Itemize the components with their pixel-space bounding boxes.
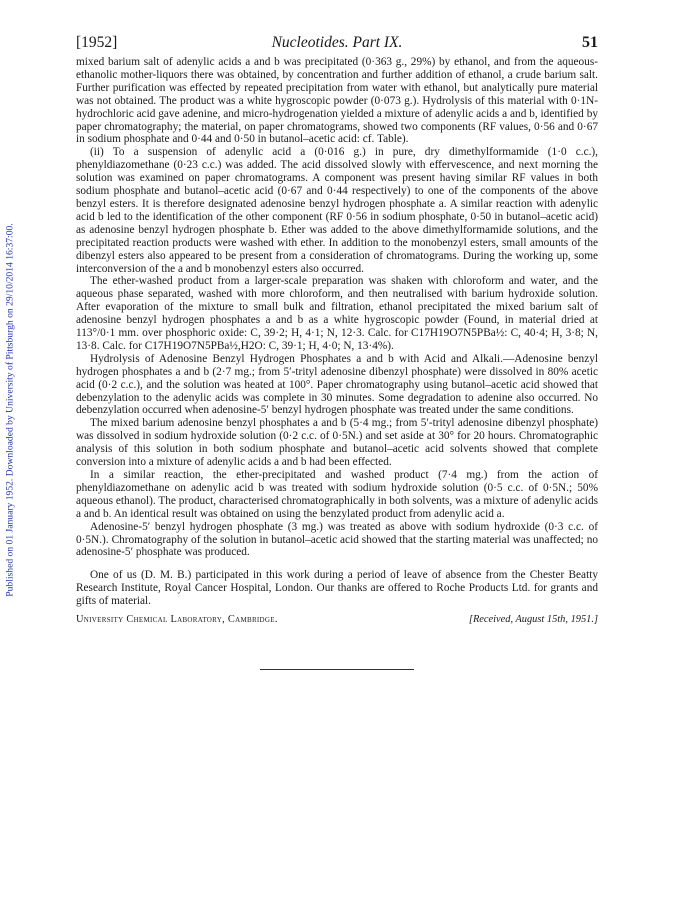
running-head (76, 34, 598, 56)
paragraph-hydrolysis-acid: Hydrolysis of Adenosine Benzyl Hydrogen Phosphates a and b with Acid and Alkali.—Adenosine benzyl hydrogen phosphates a and b (2·7 mg.; from 5′-trityl adenosine dibenzyl phosphate) were dissolved in 80% acetic acid (0·2 c.c.), and the solution was heated at 100°. Paper chromatography using butanol–acetic acid showed that debenzylation to the adenylic acids was complete in 30 minutes. Some degradation to adenine also occurred. No debenzylation occurred when adenosine-5′ benzyl hydrogen phosphate was treated under the same conditions. (76, 352, 598, 417)
page-number: 51 (582, 34, 598, 51)
header-year: [1952] (76, 34, 118, 51)
paragraph-adenosine-5: Adenosine-5′ benzyl hydrogen phosphate (3 mg.) was treated as above with sodium hydroxide (0·3 c.c. of 0·5N.). Chromatography of the solution in butanol–acetic acid showed that the starting material was unaffected; no adenosine-5′ phosphate was produced. (76, 520, 598, 559)
download-notice-text: Published on 01 January 1952. Downloaded by University of Pittsburgh on 29/10/2014 16:37:00. (4, 223, 16, 597)
paragraph-similar-reaction: In a similar reaction, the ether-precipitated and washed product (7·4 mg.) from the action of phenyldiazomethane on adenylic acid b was treated with sodium hydroxide solution (0·5 c.c. of 0·5N.; 50% aqueous ethanol). The product, characterised chromatographically in both solvents, was a mixture of adenylic acids a and b. An identical result was obtained on using the benzylated product from adenylic acid a. (76, 469, 598, 520)
paragraph-acknowledgement: One of us (D. M. B.) participated in this work during a period of leave of absence from the Chester Beatty Research Institute, Royal Cancer Hospital, London. Our thanks are offered to Roche Products Ltd. for grants and gifts of material. (76, 569, 598, 608)
journal-page (76, 34, 598, 670)
laboratory-affiliation: University Chemical Laboratory, Cambridge. (76, 614, 278, 626)
download-side-note (2, 90, 18, 730)
end-rule (260, 669, 414, 670)
paragraph-mixed-barium: The mixed barium adenosine benzyl phosphates a and b (5·4 mg.; from 5′-trityl adenosine dibenzyl phosphate) was dissolved in sodium hydroxide solution (0·2 c.c. of 0·5N.) and set aside at 30° for 20 hours. Chromatographic analysis of this solution in both sodium phosphate and butanol–acetic acid solvents showed that complete conversion into a mixture of adenylic acids a and b had been effected. (76, 417, 598, 469)
paragraph-continuation: mixed barium salt of adenylic acids a and b was precipitated (0·363 g., 29%) by ethanol, and from the aqueous-ethanolic mother-liquors there was obtained, by concentration and further addition of ethanol, a crude barium salt. Further purification was effected by repeated precipitation from water with ethanol, but analytically pure material was not obtained. The product was a white hygroscopic powder (0·073 g.). Hydrolysis of this material with 0·1N-hydrochloric acid gave adenine, and micro-hydrogenation yielded a mixture of adenylic acids a and b, identified by paper chromatography; the material, on paper chromatograms, showed two components (RF values, 0·56 and 0·67 in sodium phosphate and 0·44 and 0·50 in butanol–acetic acid: cf. Table). (76, 56, 598, 146)
article-body (76, 56, 598, 608)
article-footer (76, 614, 598, 625)
header-title: Nucleotides. Part IX. (271, 34, 403, 51)
paragraph-method-ii: (ii) To a suspension of adenylic acid a (0·016 g.) in pure, dry dimethylformamide (1·0 c.c.), phenyldiazomethane (0·23 c.c.) was added. The acid dissolved slowly with effervescence, and next morning the solution was examined on paper chromatograms. A component was present having similar RF values in both sodium phosphate and butanol–acetic acid (0·67 and 0·44 respectively) to one of the components of the above benzyl esters. It is therefore designated adenosine benzyl hydrogen phosphate a. A similar reaction with adenylic acid b led to the identification of the other component (RF 0·56 in sodium phosphate, 0·50 in butanol–acetic acid) as adenosine benzyl hydrogen phosphate b. Ether was added to the above dimethylformamide solutions, and the precipitated reaction products were washed with ether. In addition to the monobenzyl esters, small amounts of the dibenzyl esters also appeared to be present from a consideration of chromatograms. During the working up, some interconversion of the a and b monobenzyl esters also occurred. (76, 146, 598, 275)
paragraph-larger-scale: The ether-washed product from a larger-scale preparation was shaken with chloroform and water, and the aqueous phase separated, washed with more chloroform, and then neutralised with barium hydroxide solution. After evaporation of the mixture to small bulk and filtration, ethanol precipitated the mixed barium salt of adenosine benzyl hydrogen phosphates a and b as a white hygroscopic powder (Found, in material dried at 113°/0·1 mm. over phosphoric oxide: C, 39·2; H, 4·1; N, 12·3. Calc. for C17H19O7N5PBa½: C, 40·4; H, 3·8; N, 13·8. Calc. for C17H19O7N5PBa½,H2O: C, 39·1; H, 4·0; N, 13·4%). (76, 275, 598, 352)
received-date: [Received, August 15th, 1951.] (468, 614, 598, 626)
